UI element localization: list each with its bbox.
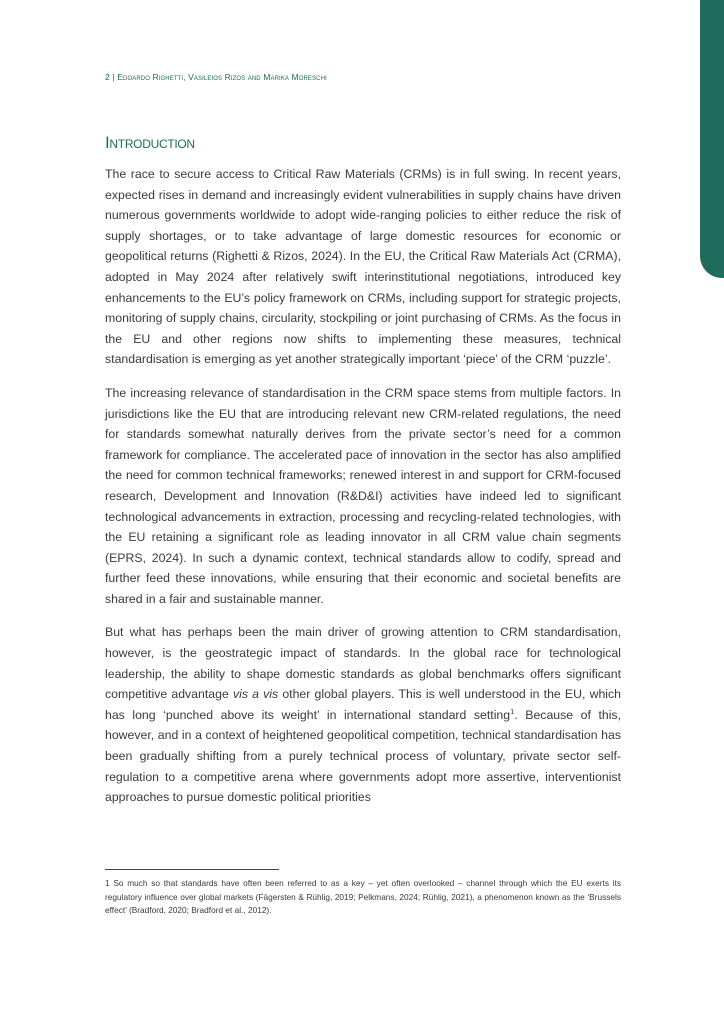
page-number: 2 (105, 72, 110, 82)
body-text (105, 164, 621, 821)
paragraph-3-part-1: But what has perhaps been the main driver of growing attention to CRM standardisation, however, is the geostrategic impact of standards. In the global race for technological leadership, the ability to shape domestic standards as global benchmarks offers significant competitive advantage (105, 625, 621, 702)
side-color-tab (700, 0, 724, 278)
paragraph-2: The increasing relevance of standardisation in the CRM space stems from multiple factors. In jurisdictions like the EU that are introducing relevant new CRM-related regulations, the need for standards somewhat naturally derives from the private sector’s need for a common framework for compliance. The accelerated pace of innovation in the sector has also amplified the need for common technical frameworks; renewed interest in and support for CRM-focused research, Development and Innovation (R&D&I) activities have indeed led to significant technological advancements in extraction, processing and recycling-related technologies, with the EU retaining a significant role as leading innovator in all CRM value chain segments (EPRS, 2024). In such a dynamic context, technical standards allow to codify, spread and further feed these innovations, while ensuring that their economic and societal benefits are shared in a fair and sustainable manner. (105, 385, 621, 606)
footnote: 1 So much so that standards have often been referred to as a key – yet often overlooked – channel through which the EU exerts its regulatory influence over global markets (Fägersten & Rühlig, 2019; Pelkmans, 2024; Rühlig, 2021), a phenomenon known as the ‘Brussels effect’ (Bradford, 2020; Bradford et al., 2012). (105, 878, 621, 916)
paragraph-1: The race to secure access to Critical Raw Materials (CRMs) is in full swing. In recent years, expected rises in demand and increasingly evident vulnerabilities in supply chains have driven numerous governments worldwide to adopt wide-ranging policies to either reduce the risk of supply shortages, or to take advantage of large domestic resources for economic or geopolitical returns (Righetti & Rizos, 2024). In the EU, the Critical Raw Materials Act (CRMA), adopted in May 2024 after relatively swift interinstitutional negotiations, introduced key enhancements to the EU’s policy framework on CRMs, including support for strategic projects, monitoring of supply chains, circularity, stockpiling or joint purchasing of CRMs. As the focus in the EU and other regions now shifts to implementing these measures, technical standardisation is emerging as yet another strategically important ‘piece’ of the CRM ‘puzzle’. (105, 167, 621, 367)
section-title: Introduction (105, 133, 195, 152)
header-separator: | (109, 72, 118, 82)
paragraph-3 (105, 622, 621, 807)
header-authors: Edoardo Righetti, Vasileios Rizos and Marika Moreschi (117, 72, 327, 82)
footnote-divider (105, 869, 279, 870)
footnote-reference[interactable]: 1 (510, 706, 515, 716)
paragraph-3-part-2: other global players. This is well understood in the EU, which has long ‘punched above its weight’ in international standard setting (105, 687, 622, 722)
paragraph-3-part-3: . Because of this, however, and in a context of heightened geopolitical competition, technical standardisation has been gradually shifting from a purely technical process of voluntary, private sector self-regulation to a competitive arena where governments adopt more assertive, interventionist approaches to pursue domestic political priorities (105, 707, 621, 805)
running-header (105, 72, 327, 82)
paragraph-3-italic: vis a vis (232, 687, 279, 702)
